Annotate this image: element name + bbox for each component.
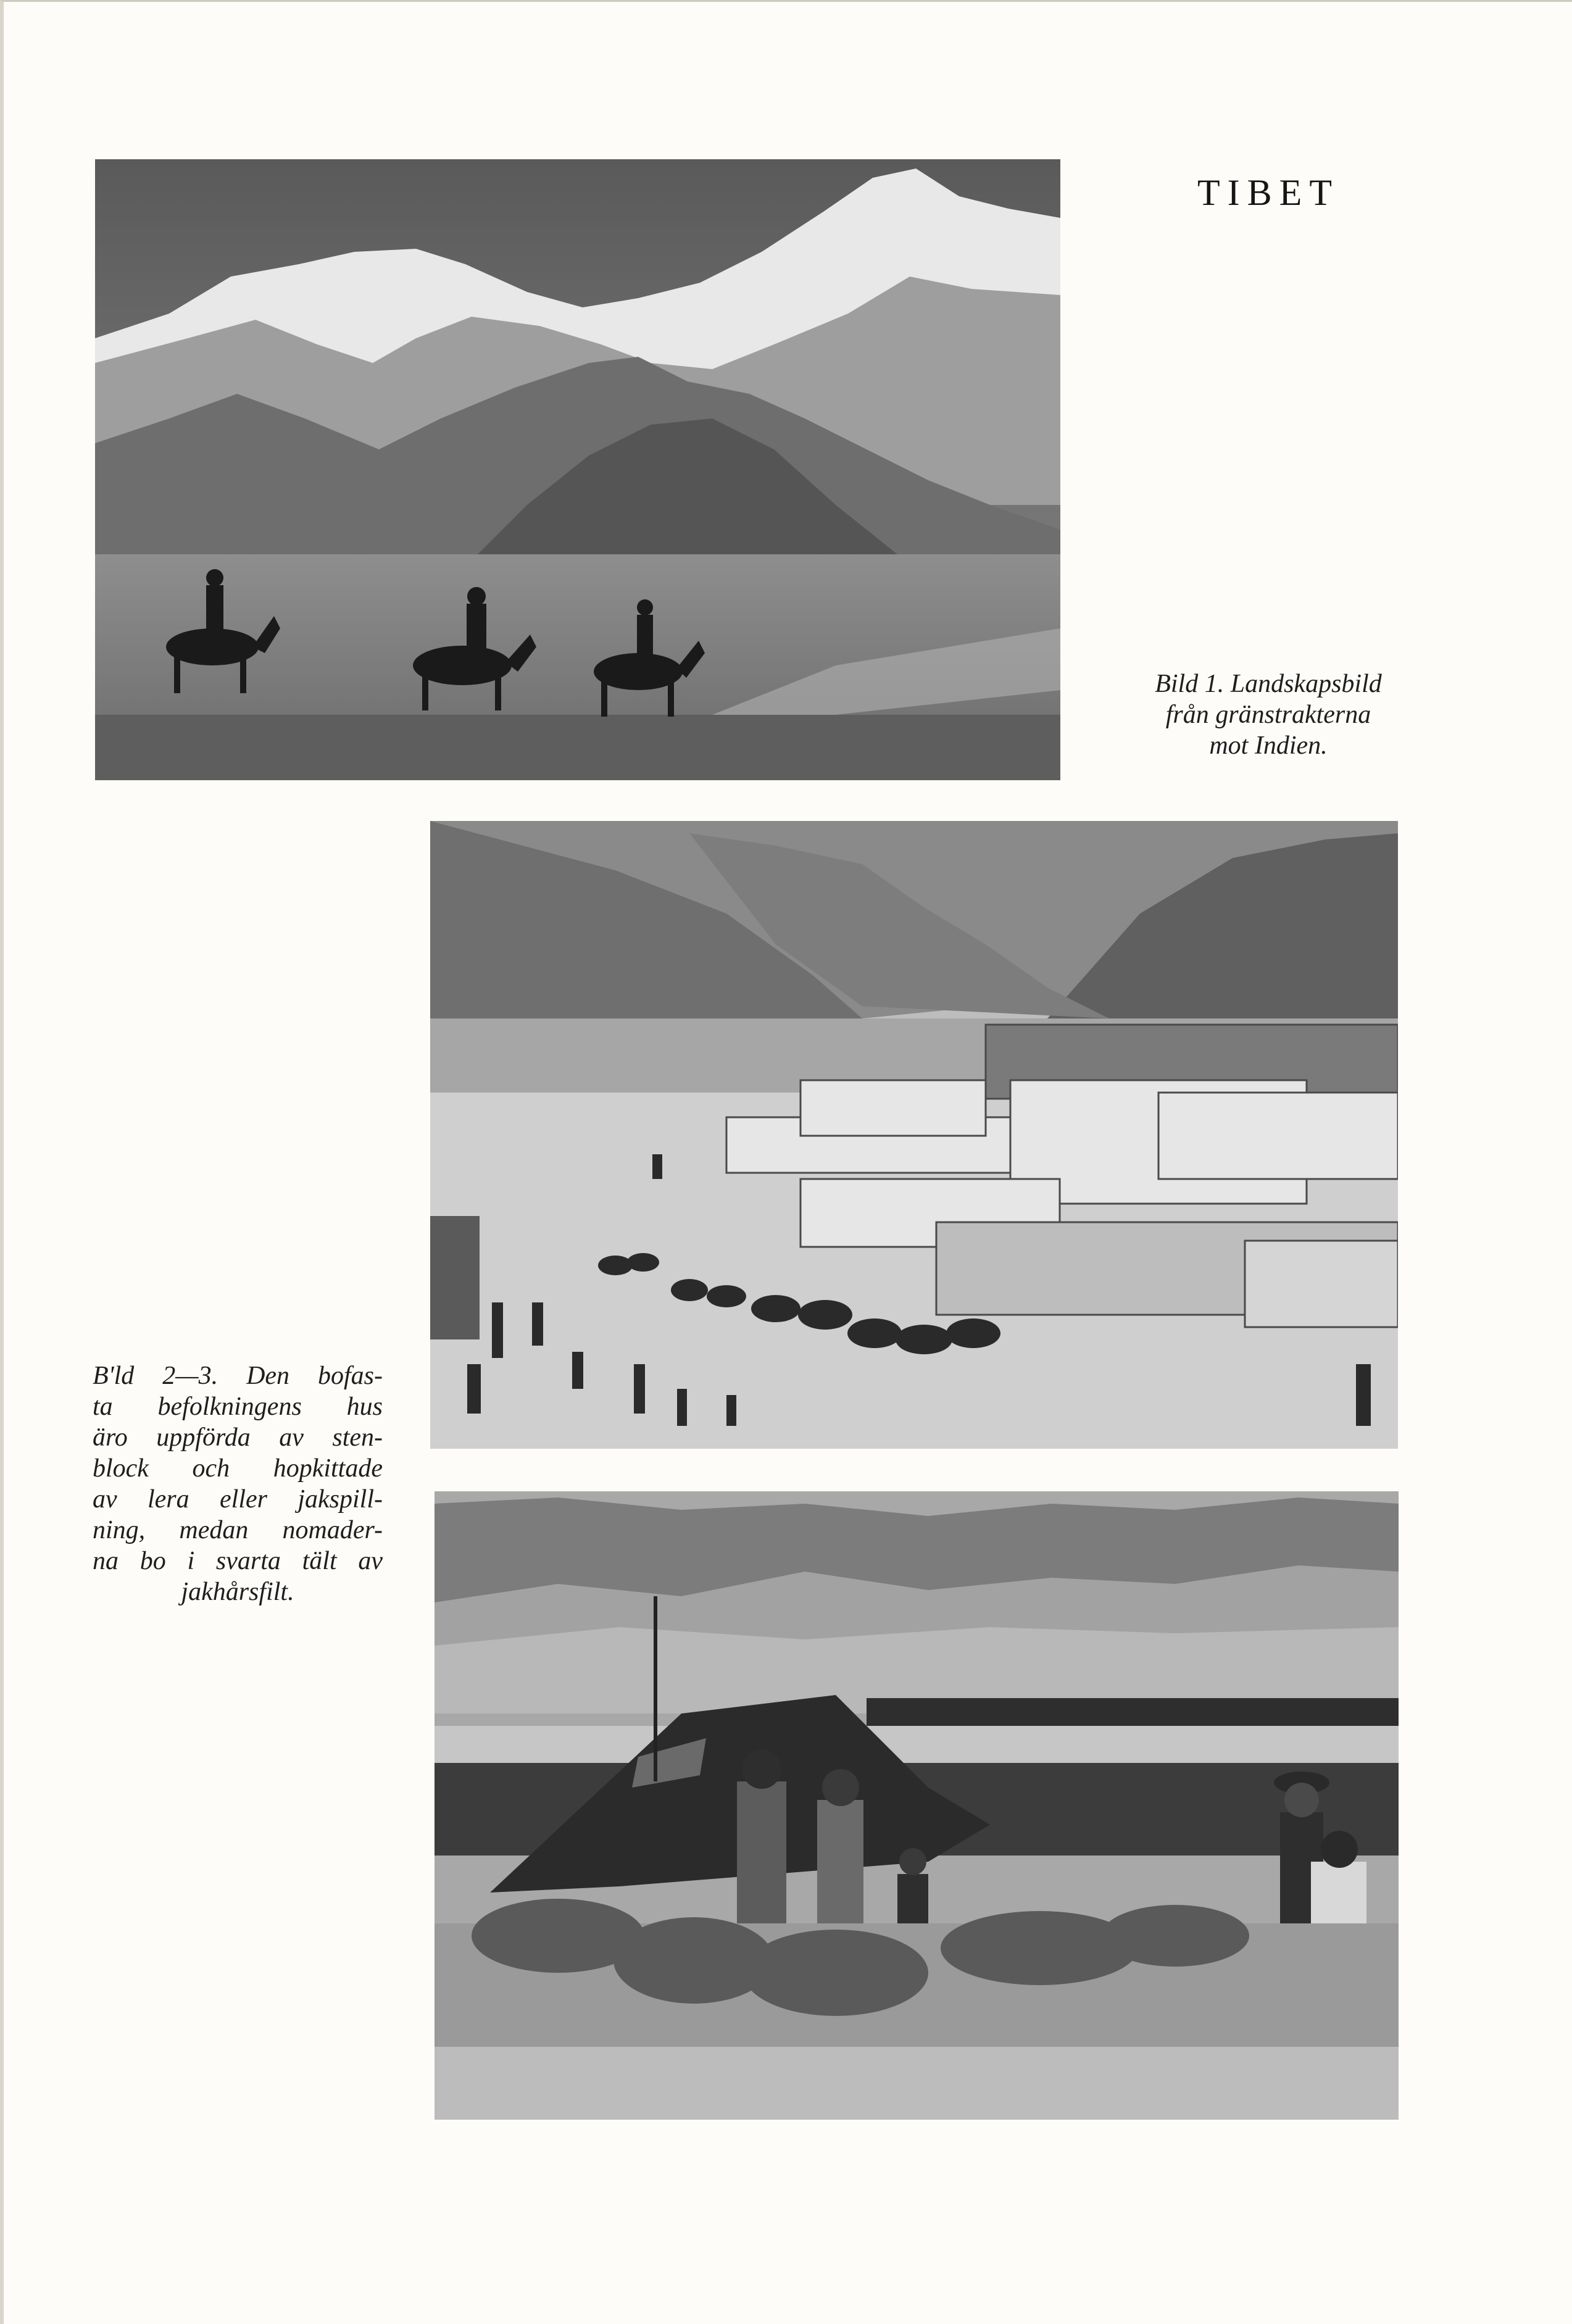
photo-mountain-riders — [95, 159, 1060, 780]
figure1-caption — [1083, 668, 1453, 761]
photo-nomad-tent — [435, 1491, 1399, 2120]
figure2-3-caption-line: jakhårsfilt. — [181, 1578, 294, 1606]
figure2-3-caption-line: na bo i svarta tält av — [93, 1547, 383, 1575]
page-heading: TIBET — [1197, 172, 1339, 213]
figure2-3-caption-line: ning, medan nomader- — [93, 1516, 383, 1544]
figure2-3-caption — [93, 1360, 383, 1607]
figure1-caption-line: mot Indien. — [1209, 731, 1328, 760]
figure2-3-caption-line: ta befolkningens hus — [93, 1393, 383, 1421]
figure2-3-caption-line: B'ld 2—3. Den bofas- — [93, 1362, 383, 1390]
figure2-3-caption-line: av lera eller jakspill- — [93, 1485, 383, 1514]
photo-village-caravan — [430, 821, 1398, 1449]
figure2-3-caption-line: block och hopkittade — [93, 1454, 383, 1483]
figure2-3-caption-line: äro uppförda av sten- — [93, 1423, 383, 1452]
figure1-caption-line: från gränstrakterna — [1165, 701, 1371, 729]
figure1-caption-line: Bild 1. Landskapsbild — [1155, 670, 1382, 698]
photo-nomad-tent-image — [435, 1491, 1399, 2120]
photo-mountain-riders-image — [95, 159, 1060, 780]
photo-village-caravan-image — [430, 821, 1398, 1449]
